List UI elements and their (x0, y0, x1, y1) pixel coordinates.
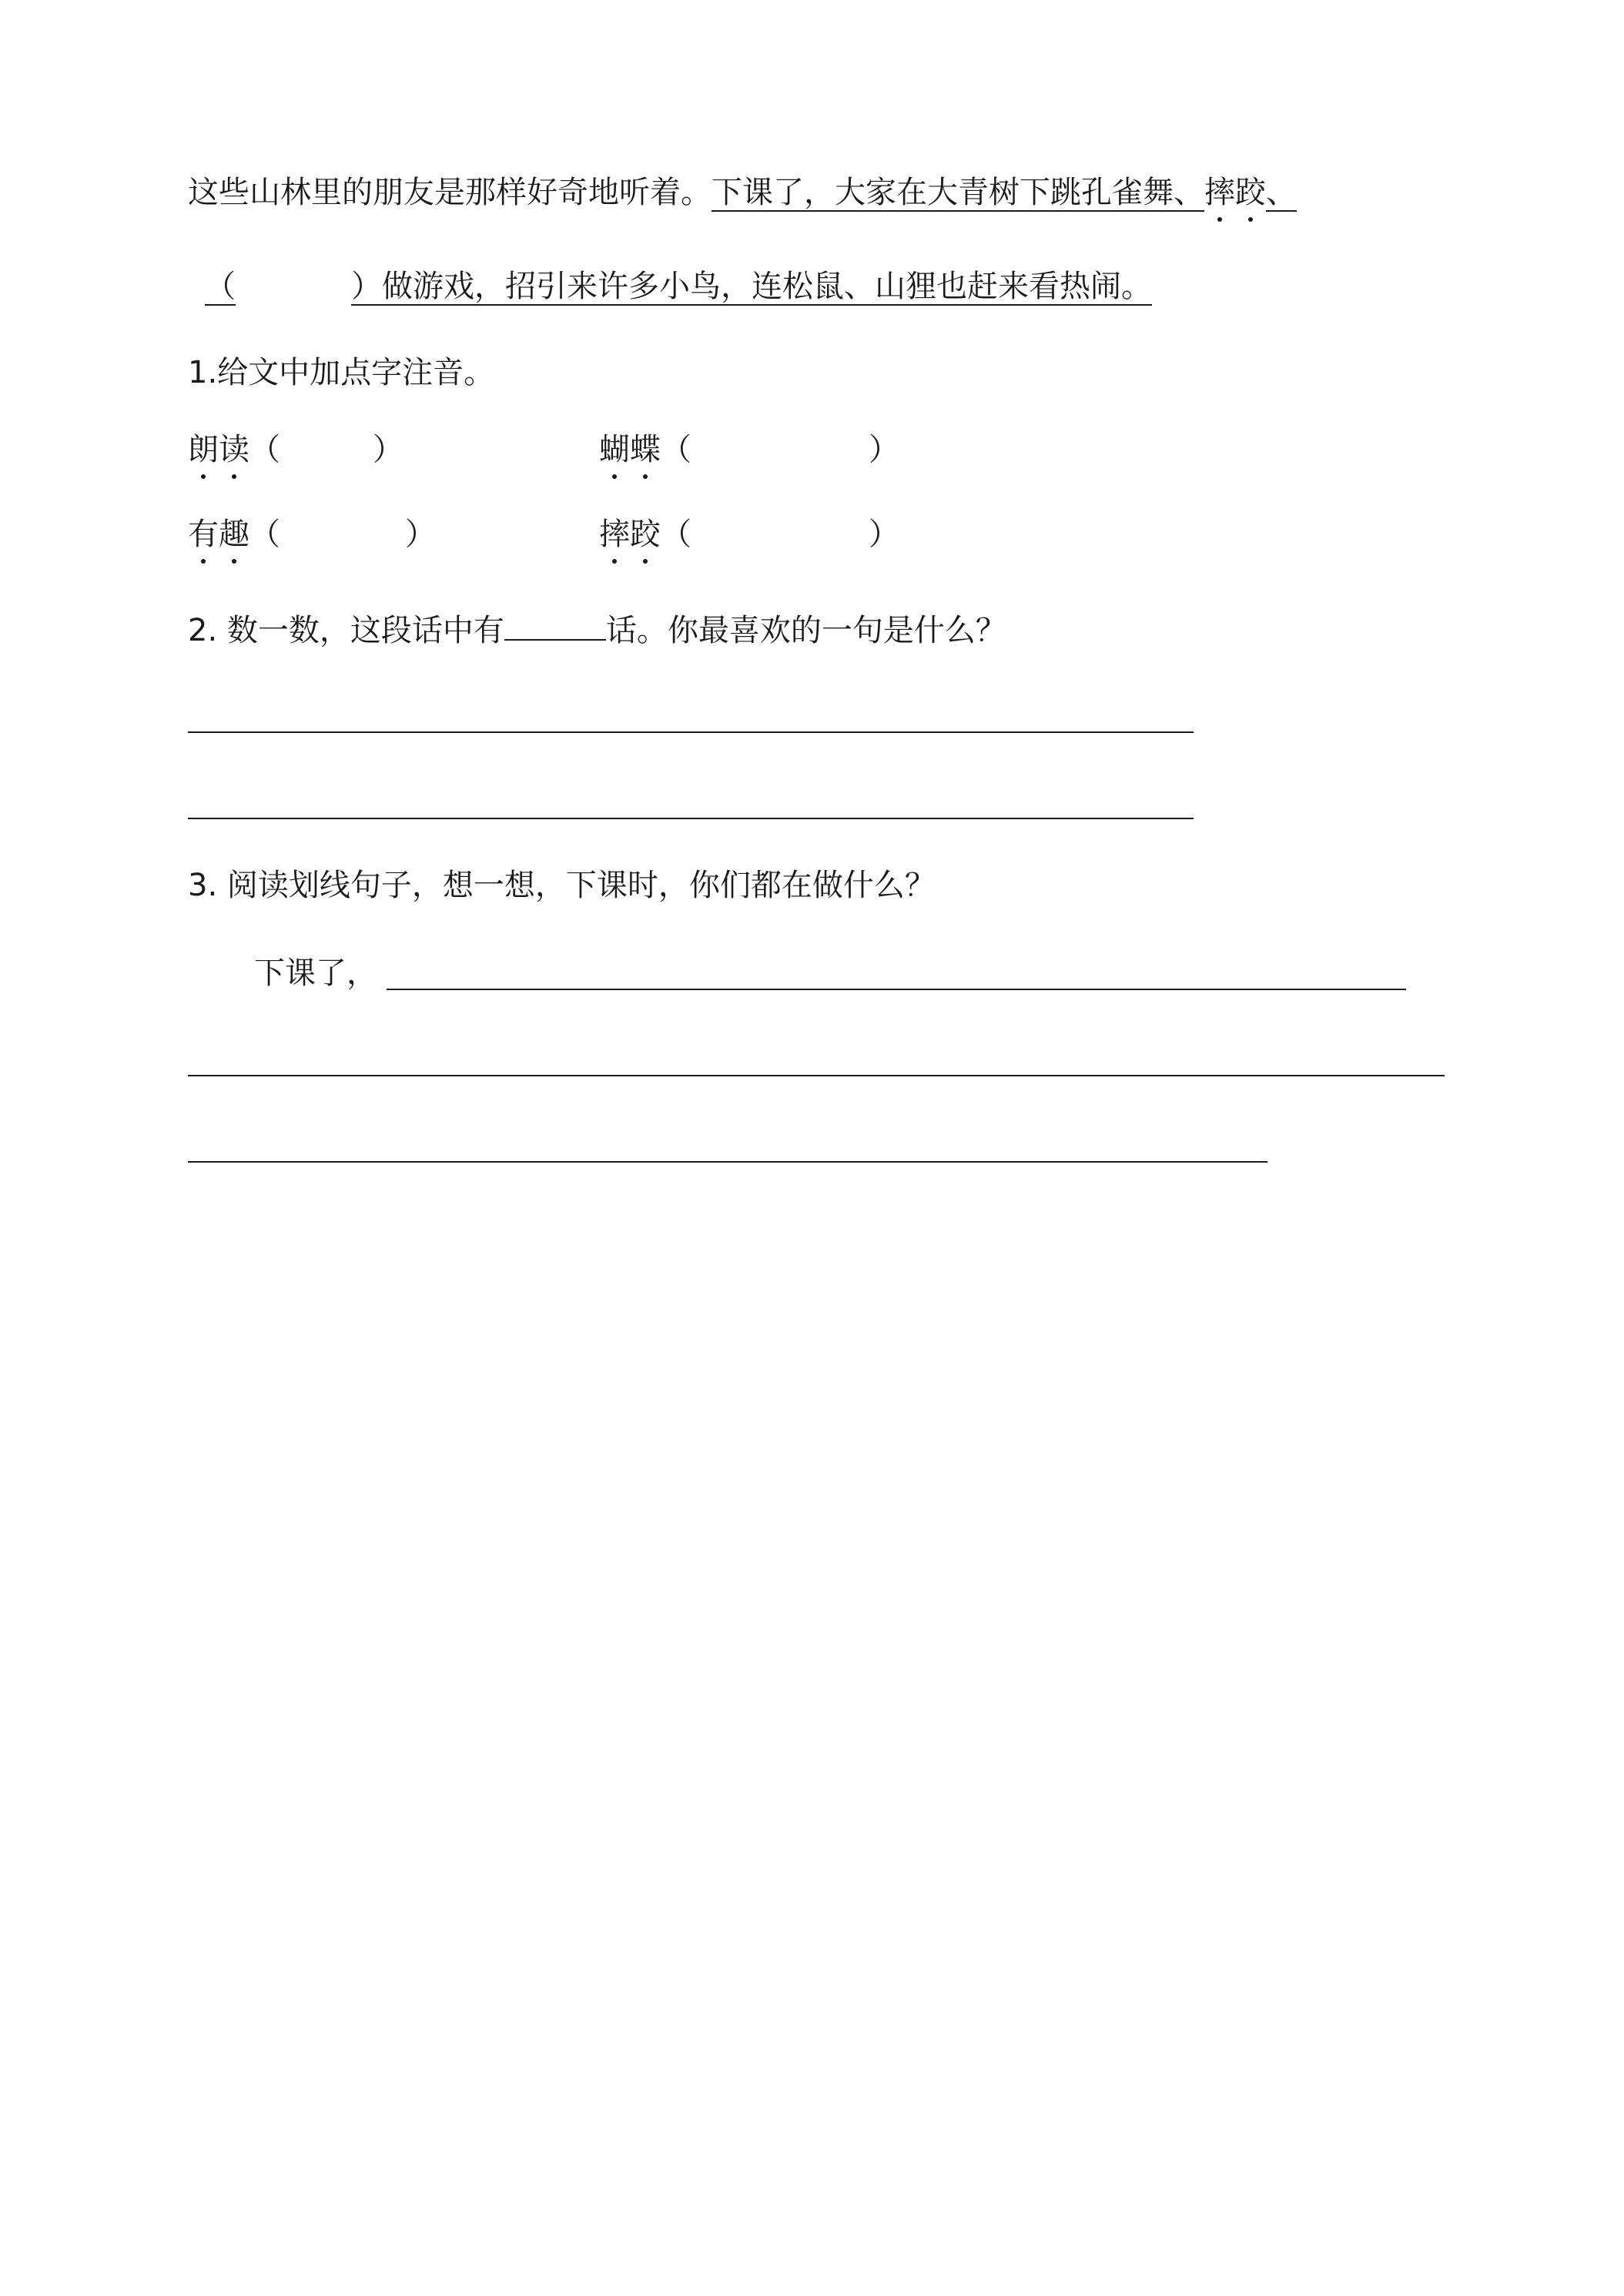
passage-line-2 (188, 266, 1152, 306)
dotted-char: 读 (219, 430, 249, 470)
question-2-prompt: 2. 数一数，这段话中有 话。你最喜欢的一句是什么？ (188, 608, 1006, 651)
pinyin-item: 摔跤（ ） (599, 514, 899, 554)
dotted-char: 跤 (1235, 172, 1266, 213)
dotted-char: 跤 (630, 514, 661, 554)
passage-line-1 (188, 172, 1297, 213)
passage-underlined-sentence: 下课了，大家在大青树下跳孔雀舞、摔跤、 (712, 175, 1297, 210)
count-blank[interactable] (504, 608, 606, 641)
answer-line[interactable] (188, 1161, 1267, 1163)
dotted-char: 朗 (188, 430, 219, 470)
dotted-char: 有 (188, 514, 219, 554)
answer-line[interactable] (387, 989, 1406, 990)
dotted-char: 摔 (1204, 172, 1235, 213)
passage-plain-text: 这些山林里的朋友是那样好奇地听着。 (188, 175, 712, 210)
question-3-prompt: 3. 阅读划线句子，想一想，下课时，你们都在做什么？ (188, 868, 936, 903)
answer-line[interactable] (188, 731, 1194, 733)
pinyin-item: 有趣（ ） (188, 514, 436, 554)
dotted-char: 摔 (599, 514, 630, 554)
answer-line[interactable] (188, 1075, 1445, 1076)
passage-underlined-continuation: （ ）做游戏，招引来许多小鸟，连松鼠、山狸也赶来看热闹。 (205, 269, 1152, 304)
answer-line[interactable] (188, 818, 1194, 819)
pinyin-item: 蝴蝶（ ） (599, 430, 899, 470)
dotted-char: 趣 (219, 514, 249, 554)
answer-start-text: 下课了， (254, 956, 377, 991)
dotted-char: 蝶 (630, 430, 661, 470)
question-1-prompt: 1.给文中加点字注音。 (188, 355, 495, 390)
dotted-char: 蝴 (599, 430, 630, 470)
pinyin-item: 朗读（ ） (188, 430, 403, 470)
